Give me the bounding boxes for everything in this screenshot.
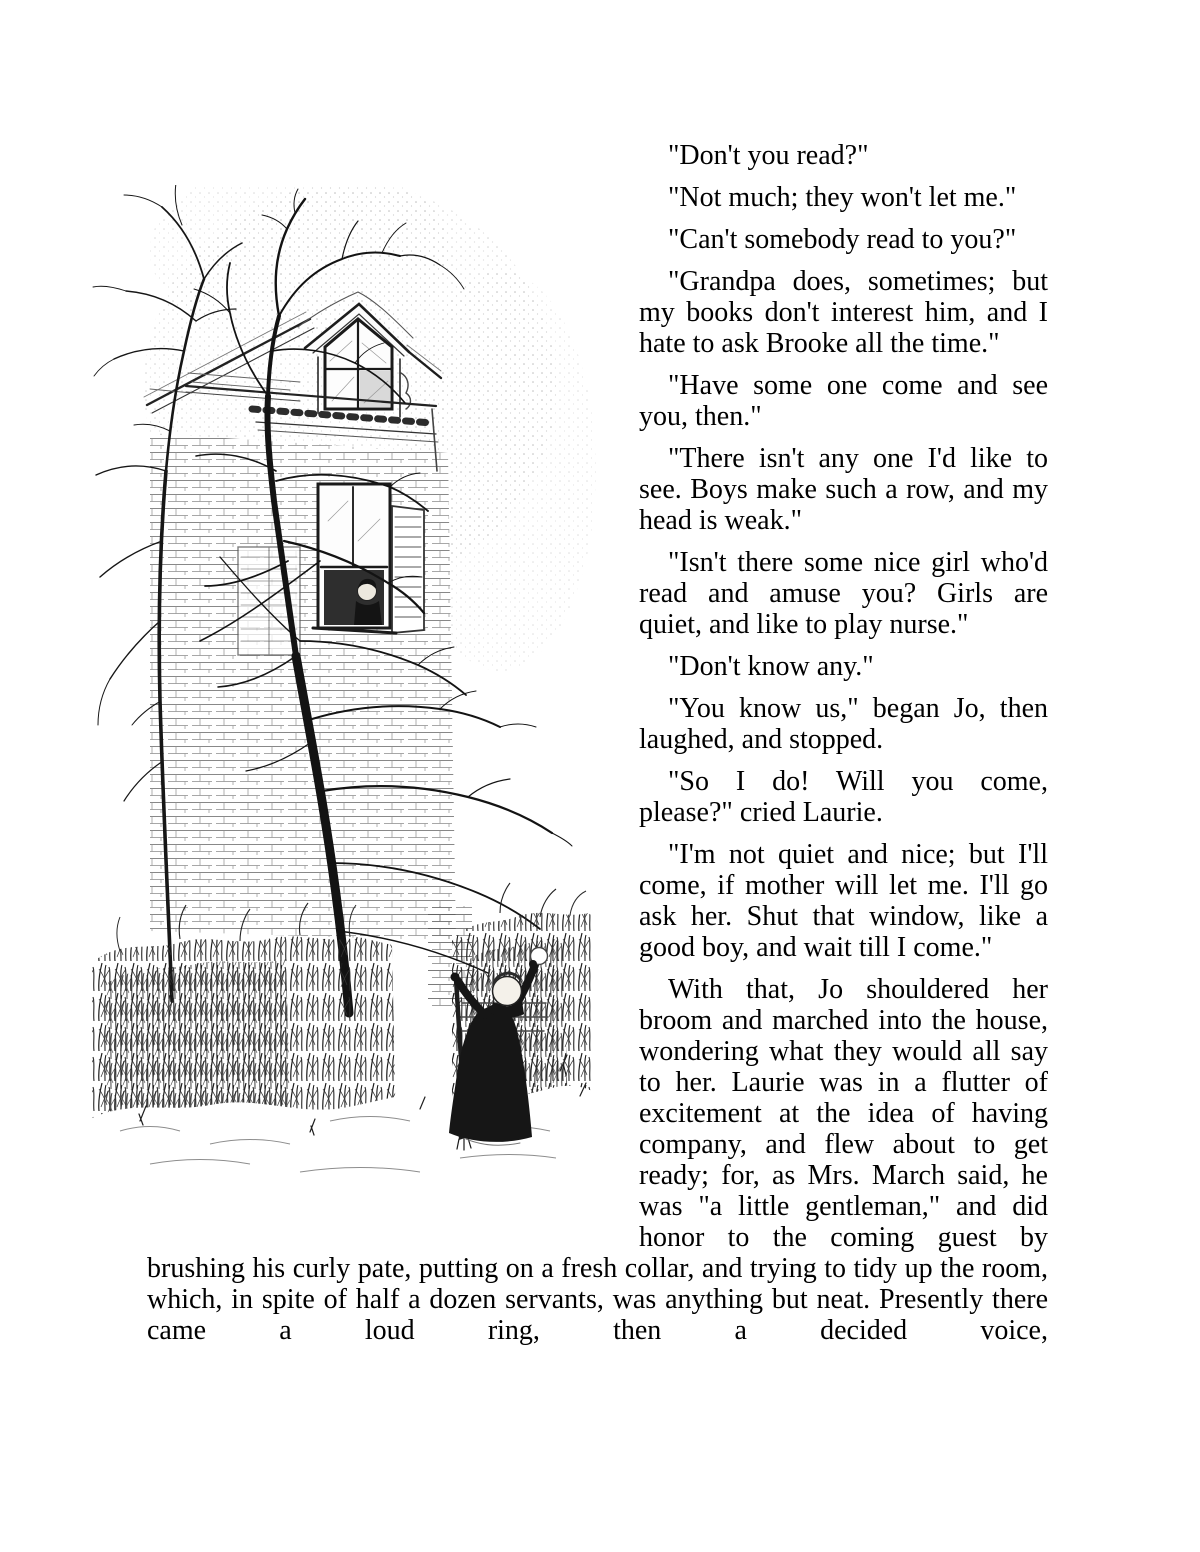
paragraph: "Can't somebody read to you?" [668,224,1017,255]
paragraph: "Not much; they won't let me." [668,182,1017,213]
paragraph: "You know us," began Jo, then laughed, and stopped. [639,693,1048,755]
paragraph: "There isn't any one I'd like to see. Boys make such a row, and my head is weak." [639,443,1048,536]
paragraph: With that, Jo shouldered her broom and marched into the house, wondering what they would all say to her. Laurie was in a flutter of excitement at the idea of having company, and flew about to get ready; for, as Mrs. March said, he was "a little gentleman," and did honor to the coming guest by brushing his curly pate, putting on a fresh collar, and trying to tidy up the room, which, in spite of half a dozen servants, was anything but neat. Presently there came a loud ring, then a decided voice, [147,974,1048,1346]
paragraph: "Grandpa does, sometimes; but my books don't interest him, and I hate to ask Brooke all the time." [639,266,1048,359]
paragraph: "Isn't there some nice girl who'd read and amuse you? Girls are quiet, and like to play nurse." [639,547,1048,640]
book-illustration [147,140,639,1252]
paragraph: "Don't you read?" [668,140,869,171]
jo-laurie-illustration [90,185,602,1197]
paragraph: "I'm not quiet and nice; but I'll come, if mother will let me. I'll go ask her. Shut that window, like a good boy, and wait till I come." [639,839,1048,963]
paragraph: "So I do! Will you come, please?" cried Laurie. [639,766,1048,828]
paragraph: "Don't know any." [668,651,874,682]
paragraph: "Have some one come and see you, then." [639,370,1048,432]
